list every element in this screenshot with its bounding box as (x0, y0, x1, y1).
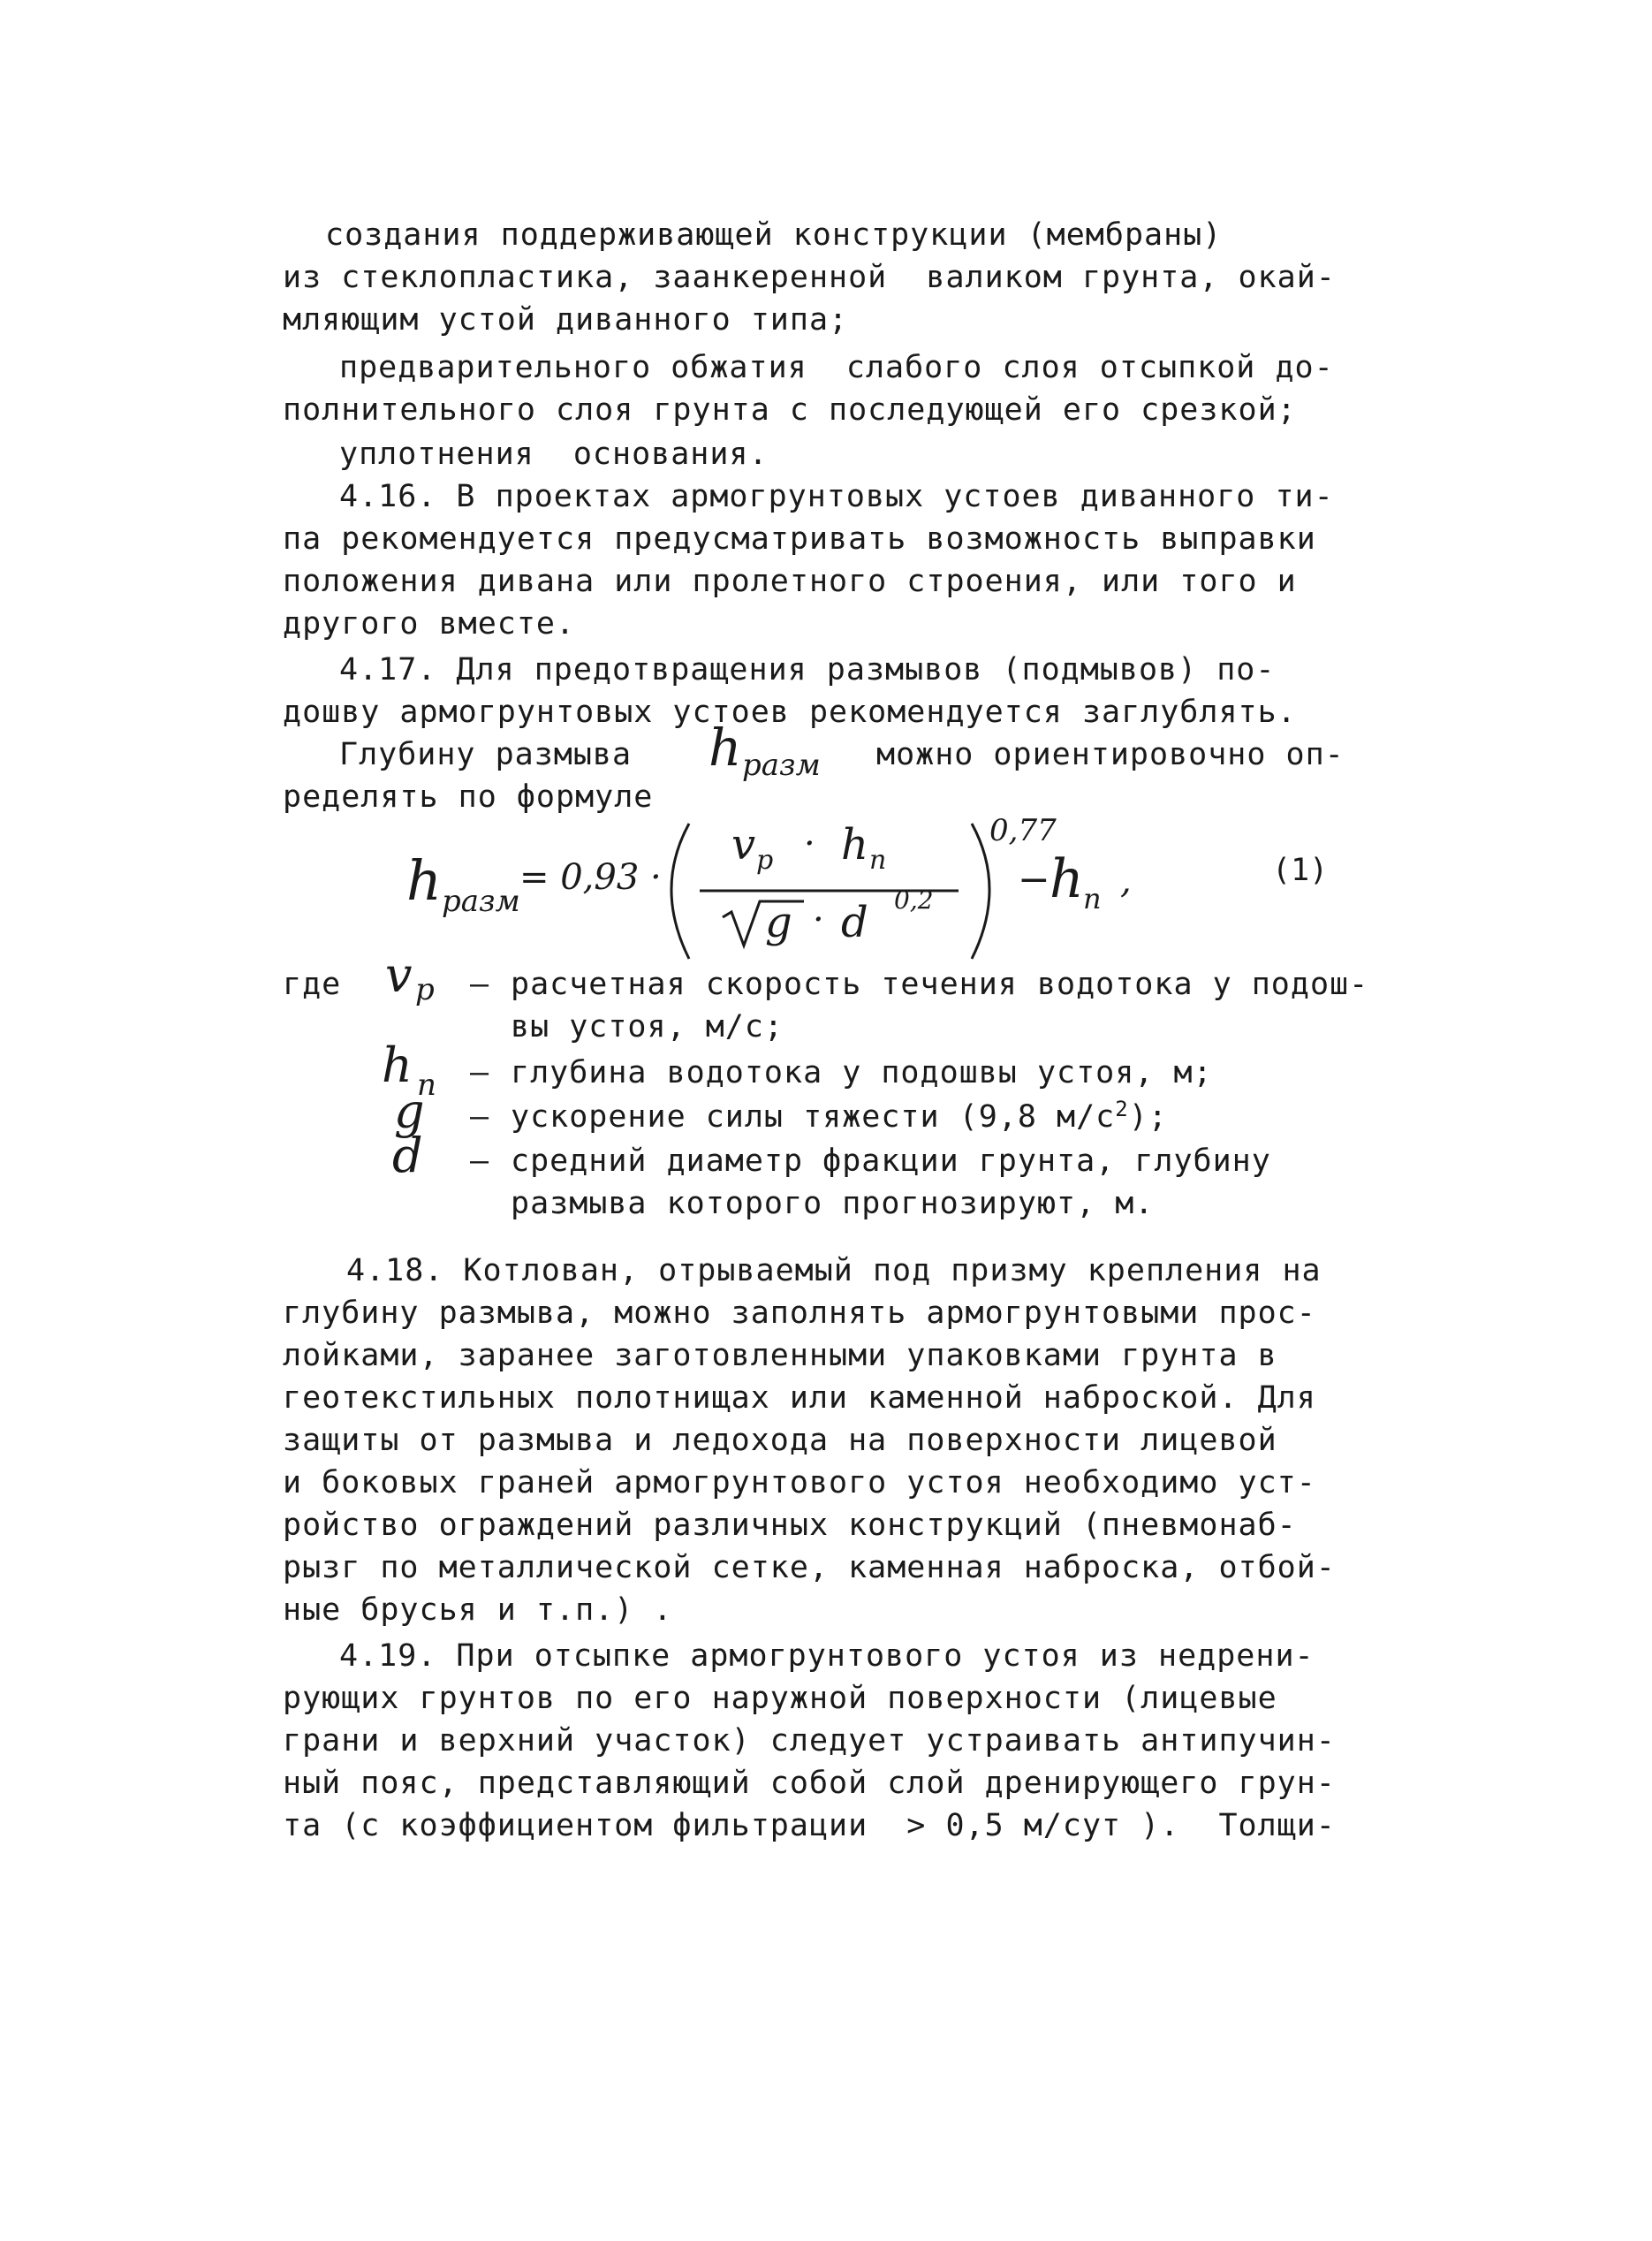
outer-exponent: 0,77 (989, 813, 1057, 848)
def-dash: – (470, 1055, 490, 1090)
section-4-17-line: дошву армогрунтовых устоев рекомендуется заглублять. (283, 695, 1297, 730)
section-4-19-line: 4.19. При отсыпке армогрунтового устоя из недрени- (339, 1638, 1315, 1674)
numerator-dot: · (804, 824, 815, 864)
denominator-d: d (841, 898, 868, 947)
text-line: создания поддерживающей конструкции (мембраны) (325, 217, 1223, 253)
equation-number: (1) (1272, 853, 1329, 888)
section-4-18-line: 4.18. Котлован, отрываемый под призму крепления на (346, 1253, 1322, 1288)
def-symbol-h: h (382, 1037, 413, 1093)
section-4-18-line: защиты от размыва и ледохода на поверхности лицевой (283, 1423, 1277, 1458)
def-symbol-v-subscript: р (415, 972, 435, 1007)
text-line: полнительного слоя грунта с последующей его срезкой; (283, 392, 1297, 428)
section-4-18-line: ройство ограждений различных конструкций (пневмонаб- (283, 1508, 1297, 1543)
formula-comma: , (1120, 861, 1132, 901)
section-4-18-line: рызг по металлической сетке, каменная наброска, отбой- (283, 1550, 1336, 1585)
def-text: глубина водотока у подошвы устоя, м; (511, 1055, 1213, 1090)
text-line: мляющим устой диванного типа; (283, 302, 849, 338)
text-line: можно ориентировочно оп- (876, 737, 1345, 772)
text-line: ределять по формуле (283, 779, 654, 815)
section-4-18-line: лойками, заранее заготовленными упаковками грунта в (283, 1338, 1277, 1373)
def-text: размыва которого прогнозируют, м. (511, 1186, 1155, 1221)
section-4-19-line: грани и верхний участок) следует устраивать антипучин- (283, 1723, 1336, 1759)
rhs-h: h (1050, 848, 1084, 910)
def-symbol-v: v (385, 947, 413, 1003)
denominator-g: g (765, 898, 792, 947)
denominator-exponent: 0,2 (894, 885, 934, 915)
section-4-18-line: и боковых граней армогрунтового устоя необходимо уст- (283, 1465, 1316, 1500)
depth-symbol: h (709, 718, 742, 778)
text-line: Глубину размыва (339, 737, 633, 772)
def-symbol-d: d (392, 1128, 423, 1183)
text-line: уплотнения основания. (339, 437, 769, 472)
text-line: из стеклопластика, заанкеренной валиком грунта, окай- (283, 260, 1336, 295)
def-dash: – (470, 967, 490, 1002)
minus-sign: − (1018, 857, 1050, 902)
right-parenthesis (972, 824, 989, 959)
rhs-h-subscript: п (1083, 882, 1102, 915)
depth-symbol-subscript: разм (742, 748, 821, 783)
section-4-16-line: положения дивана или пролетного строения, или того и (283, 564, 1297, 599)
formula-coefficient: = 0,93 · (519, 857, 662, 898)
section-4-16-line: па рекомендуется предусматривать возможность выправки (283, 521, 1316, 557)
def-dash: – (470, 1099, 490, 1135)
numerator-v-subscript: р (756, 845, 774, 876)
formula-1 (389, 813, 1431, 972)
def-dash: – (470, 1143, 490, 1179)
formula-lhs: h (406, 848, 442, 913)
def-symbol-h-subscript: п (417, 1067, 436, 1103)
def-symbol-g: g (394, 1083, 425, 1139)
section-4-19-line: ный пояс, представляющий собой слой дренирующего грун- (283, 1766, 1336, 1801)
text-line: предварительного обжатия слабого слоя отсыпкой до- (339, 350, 1334, 385)
section-4-16-line: 4.16. В проектах армогрунтовых устоев диванного ти- (339, 479, 1334, 514)
denominator-dot: · (813, 900, 824, 940)
section-4-17-line: 4.17. Для предотвращения размывов (подмывов) по- (339, 652, 1276, 687)
section-4-18-line: ные брусья и т.п.) . (283, 1592, 673, 1628)
section-4-19-line: рующих грунтов по его наружной поверхности (лицевые (283, 1681, 1277, 1716)
where-label: где (283, 967, 342, 1002)
section-4-19-line: та (с коэффициентом фильтрации > 0,5 м/сут ). Толщи- (283, 1808, 1336, 1843)
section-4-18-line: геотекстильных полотнищах или каменной наброской. Для (283, 1380, 1316, 1416)
numerator-v: v (731, 820, 756, 870)
def-text: вы устоя, м/с; (511, 1009, 784, 1045)
formula-lhs-subscript: разм (442, 884, 520, 919)
def-text: ускорение силы тяжести (9,8 $м/с^2$); (511, 1097, 1168, 1135)
def-text: расчетная скорость течения водотока у подош- (511, 967, 1369, 1002)
numerator-h-subscript: п (869, 845, 887, 876)
numerator-h: h (841, 820, 868, 870)
left-parenthesis (671, 824, 689, 959)
section-4-18-line: глубину размыва, можно заполнять армогрунтовыми прос- (283, 1295, 1316, 1331)
section-4-16-line: другого вместе. (283, 606, 576, 642)
def-text: средний диаметр фракции грунта, глубину (511, 1143, 1271, 1179)
